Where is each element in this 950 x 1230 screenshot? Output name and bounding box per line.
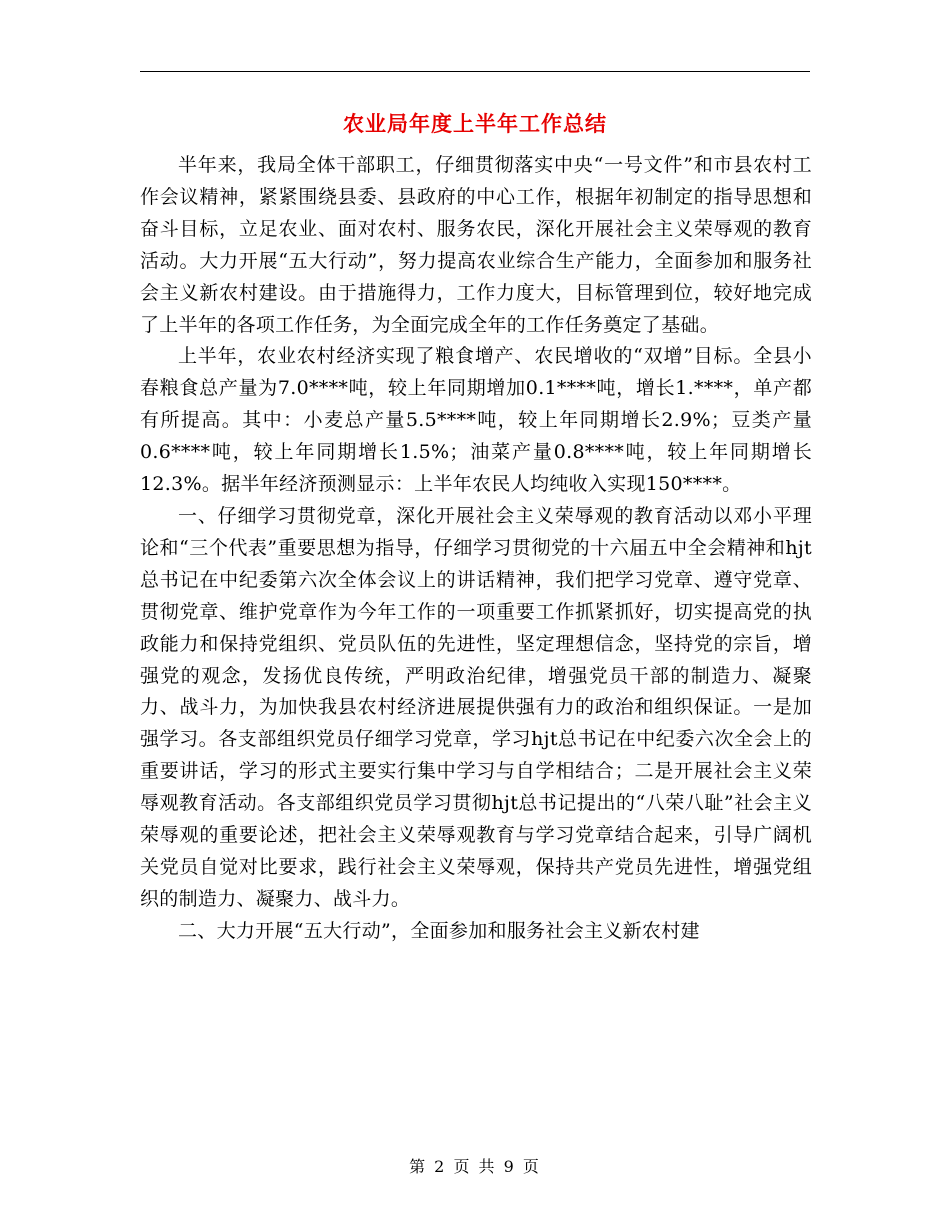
document-title: 农业局年度上半年工作总结 [343, 111, 607, 136]
page-number: 第 2 页 共 9 页 [409, 1157, 541, 1176]
paragraph-section-two: 二、大力开展“五大行动”，全面参加和服务社会主义新农村建 [178, 919, 700, 942]
document-body [140, 150, 812, 948]
paragraph-intro: 半年来，我局全体干部职工，仔细贯彻落实中央“一号文件”和市县农村工作会议精神，紧紧围绕县委、县政府的中心工作，根据年初制定的指导思想和奋斗目标，立足农业、面对农村、服务农民，深化开展社会主义荣辱观的教育活动。大力开展“五大行动”，努力提高农业综合生产能力，全面参加和服务社会主义新农村建设。由于措施得力，工作力度大，目标管理到位，较好地完成了上半年的各项工作任务，为全面完成全年的工作任务奠定了基础。 [140, 154, 812, 336]
header-rule [140, 71, 810, 72]
paragraph-output-stats: 上半年，农业农村经济实现了粮食增产、农民增收的“双增”目标。全县小春粮食总产量为7.0****吨，较上年同期增加0.1****吨，增长1.****，单产都有所提高。其中：小麦总产量5.5****吨，较上年同期增长2.9%；豆类产量0.6****吨，较上年同期增长1.5%；油菜产量0.8****吨，较上年同期增长12.3%。据半年经济预测显示：上半年农民人均纯收入实现150****。 [140, 345, 812, 496]
paragraph-section-one: 一、仔细学习贯彻党章，深化开展社会主义荣辱观的教育活动以邓小平理论和“三个代表”重要思想为指导，仔细学习贯彻党的十六届五中全会精神和hjt总书记在中纪委第六次全体会议上的讲话精神，我们把学习党章、遵守党章、贯彻党章、维护党章作为今年工作的一项重要工作抓紧抓好，切实提高党的执政能力和保持党组织、党员队伍的先进性，坚定理想信念，坚持党的宗旨，增强党的观念，发扬优良传统，严明政治纪律，增强党员干部的制造力、凝聚力、战斗力，为加快我县农村经济进展提供强有力的政治和组织保证。一是加强学习。各支部组织党员仔细学习党章，学习hjt总书记在中纪委六次全会上的重要讲话，学习的形式主要实行集中学习与自学相结合；二是开展社会主义荣辱观教育活动。各支部组织党员学习贯彻hjt总书记提出的“八荣八耻”社会主义荣辱观的重要论述，把社会主义荣辱观教育与学习党章结合起来，引导广阔机关党员自觉对比要求，践行社会主义荣辱观，保持共产党员先进性，增强党组织的制造力、凝聚力、战斗力。 [140, 504, 812, 910]
